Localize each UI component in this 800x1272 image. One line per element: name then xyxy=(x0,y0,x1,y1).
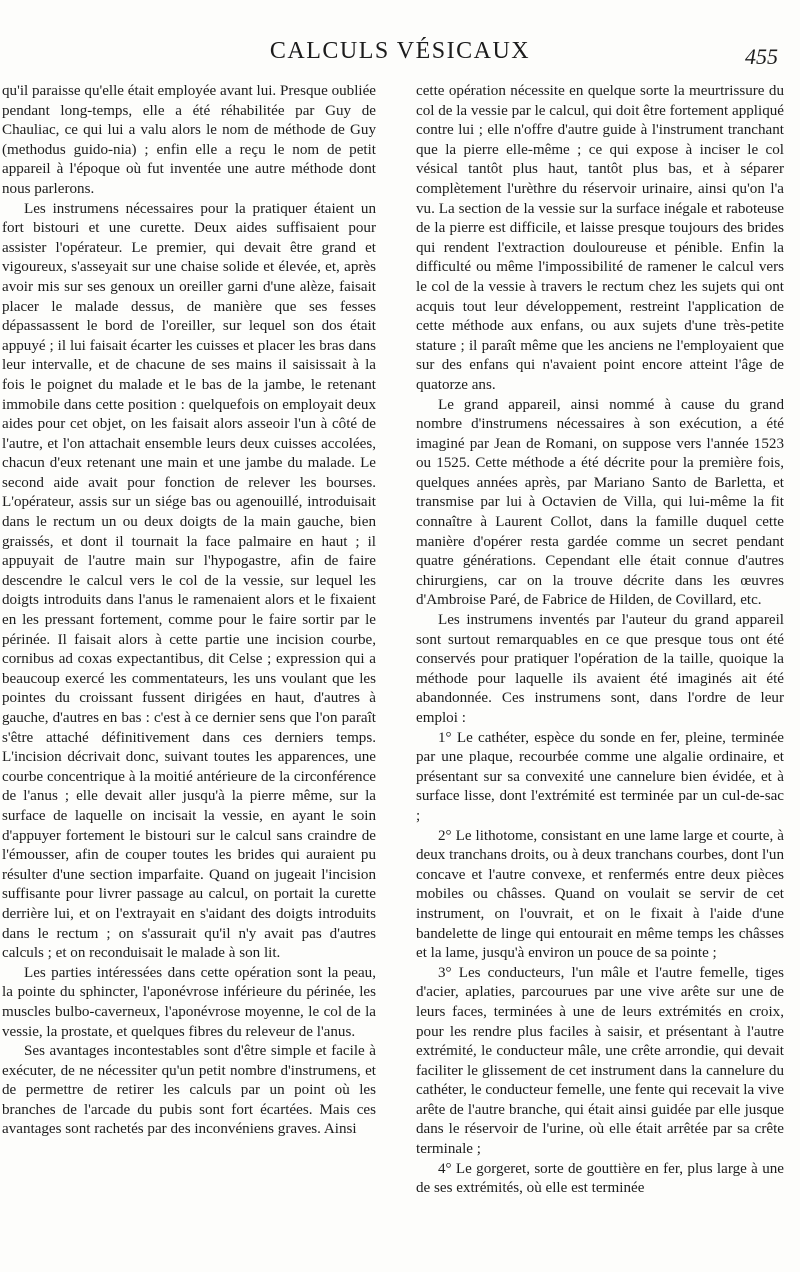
paragraph: Le grand appareil, ainsi nommé à cause du grand nombre d'instrumens nécessaires à son exécution, a été imaginé par Jean de Romani, on suppose vers l'année 1523 ou 1525. Cette méthode a été décrite pour la première fois, quelques années après, par Mariano Santo de Barletta, et transmise par lui à Octavien de Villa, qui lui-même la fit connaître à Laurent Collot, dans la famille duquel cette manière d'opérer resta gardée comme un secret pendant quatre générations. Cependant elle était connue d'autres chirurgiens, car on la trouve décrite dans les œuvres d'Ambroise Paré, de Fabrice de Hilden, de Covillard, etc. xyxy=(416,396,784,609)
paragraph: Ses avantages incontestables sont d'être simple et facile à exécuter, de ne nécessiter qu'un petit nombre d'instrumens, et de permettre de retirer les calculs par un point où les branches de l'arcade du pubis sont fort écartées. Mais ces avantages sont rachetés par des inconvéniens graves. Ainsi xyxy=(2,1043,376,1138)
page-header xyxy=(0,38,800,78)
list-item: 4° Le gorgeret, sorte de gouttière en fer, plus large à une de ses extrémités, où elle est terminée xyxy=(416,1160,784,1197)
paragraph: qu'il paraisse qu'elle était employée avant lui. Presque oubliée pendant long-temps, elle a été réhabilitée par Guy de Chauliac, ce qui lui a valu alors le nom de méthode de Guy (methodus guido-nia) ; enfin elle a reçu le nom de petit appareil à l'époque où fut inventée une autre méthode dont nous parlerons. xyxy=(2,83,376,197)
paragraph: Les parties intéressées dans cette opération sont la peau, la pointe du sphincter, l'aponévrose inférieure du périnée, les muscles bulbo-caverneux, l'aponévrose moyenne, le col de la vessie, la prostate, et quelques fibres du releveur de l'anus. xyxy=(2,964,376,1040)
running-head: CALCULS VÉSICAUX xyxy=(269,38,531,64)
list-item: 1° Le cathéter, espèce du sonde en fer, pleine, terminée par une plaque, recourbée comme une algalie ordinaire, et présentant sur sa convexité une cannelure bien évidée, et à surface lisse, dont l'extrémité est terminée par un cul-de-sac ; xyxy=(416,729,784,824)
paragraph: Les instrumens nécessaires pour la pratiquer étaient un fort bistouri et une curette. Deux aides suffisaient pour assister l'opérateur. Le premier, qui devait être grand et vigoureux, s'asseyait sur une chaise solide et élevée, et, après avoir mis sur ses genoux un oreiller garni d'une alèze, faisait placer le malade dessus, de manière que ses fesses dépassassent le bord de l'oreiller, sur lequel son dos était appuyé ; il lui faisait écarter les cuisses et placer les bras dans leur intervalle, et de chacune de ses mains il saisissait à la fois le poignet du malade et le bas de la jambe, le retenant immobile dans cette position : quelquefois on employait deux aides pour cet objet, on les faisait alors asseoir l'un à côté de l'autre, et l'on attachait ensemble leurs deux cuisses accolées, chacun d'eux retenant une main et une jambe du malade. Le second aide avait pour fonction de relever les bourses. L'opérateur, assis sur un siége bas ou agenouillé, introduisait dans le rectum un ou deux doigts de la main gauche, bien graissés, et dont il tournait la face palmaire en haut ; il appuyait de l'autre main sur l'hypogastre, afin de faire descendre le calcul vers le col de la vessie, sur lequel les doigts introduits dans l'anus le ramenaient alors et le fixaient en les pressant fortement, comme pour le faire sortir par le périnée. Il faisait alors à cette partie une incision courbe, cornibus ad coxas expectantibus, dit Celse ; expression qui a beaucoup exercé les commentateurs, les uns voulant que les pointes du croissant fussent dirigées en haut, d'autres à gauche, d'autres en bas : c'est à ce dernier sens que l'on paraît s'être attaché définitivement dans ces derniers temps. L'incision décrivait donc, suivant toutes les apparences, une courbe concentrique à la moitié antérieure de la circonférence de l'anus ; elle devait aller jusqu'à la pierre même, sur la surface de laquelle on incisait la vessie, en ayant le soin d'appuyer fortement le bistouri sur le calcul sans craindre de l'émousser, afin de couper toutes les brides qui auraient pu résulter d'une section imparfaite. Quand on jugeait l'incision suffisante pour livrer passage au calcul, on portait la curette derrière lui, et on l'extrayait en s'aidant des doigts introduits dans le rectum ; on s'assurait qu'il n'y avait pas d'autres calculs ; et on reconduisait le malade à son lit. xyxy=(2,200,376,962)
list-item: 3° Les conducteurs, l'un mâle et l'autre femelle, tiges d'acier, aplaties, parcourues par une vive arête sur une de leurs faces, terminées à une de leurs extrémités en croix, pour les rendre plus faciles à saisir, et présentant à l'autre extrémité, le conducteur mâle, une crête arrondie, qui devait faciliter le glissement de cet instrument dans la cannelure du cathéter, le conducteur femelle, une fente qui recevait la vive arête de l'autre branche, qui était ainsi guidée par elle jusque dans le réservoir de l'urine, où elle était arrêtée par sa crête terminale ; xyxy=(416,964,784,1158)
page-number: 455 xyxy=(745,44,778,69)
paragraph: Les instrumens inventés par l'auteur du grand appareil sont surtout remarquables en ce que presque tous ont été conservés pour pratiquer l'opération de la taille, quoique la méthode pour laquelle ils avaient été imaginés ait été abandonnée. Ces instrumens sont, dans l'ordre de leur emploi : xyxy=(416,612,784,726)
paragraph: cette opération nécessite en quelque sorte la meurtrissure du col de la vessie par le calcul, qui doit être fortement appliqué contre lui ; elle n'offre d'autre guide à l'instrument tranchant que la pierre elle-même ; ce qui expose à inciser le col vésical tantôt plus haut, tantôt plus bas, et à séparer complètement l'urèthre du réservoir urinaire, ainsi qu'on l'a vu. La section de la vessie sur la surface inégale et raboteuse de la pierre est difficile, et laisse presque toujours des brides qui rendent l'extraction douloureuse et pénible. Enfin la difficulté ou même l'impossibilité de ramener le calcul vers le col de la vessie à travers le rectum chez les sujets qui ont acquis tout leur développement, restreint l'application de cette méthode aux enfans, ou aux sujets d'une très-petite stature ; il paraît même que les anciens ne l'employaient que sur des enfans qui n'avaient point encore atteint l'âge de quatorze ans. xyxy=(416,83,784,393)
list-item: 2° Le lithotome, consistant en une lame large et courte, à deux tranchans droits, ou à deux tranchans courbes, dont l'un concave et l'autre convexe, et renfermés entre deux pièces mobiles ou châsses. Quand on voulait se servir de cet instrument, on l'ouvrait, et on le fixait à l'aide d'une bandelette de linge qui entourait en même temps les châsses et la lame, jusqu'à environ un pouce de sa pointe ; xyxy=(416,827,784,962)
right-column xyxy=(416,82,784,1199)
left-column xyxy=(2,82,376,1140)
